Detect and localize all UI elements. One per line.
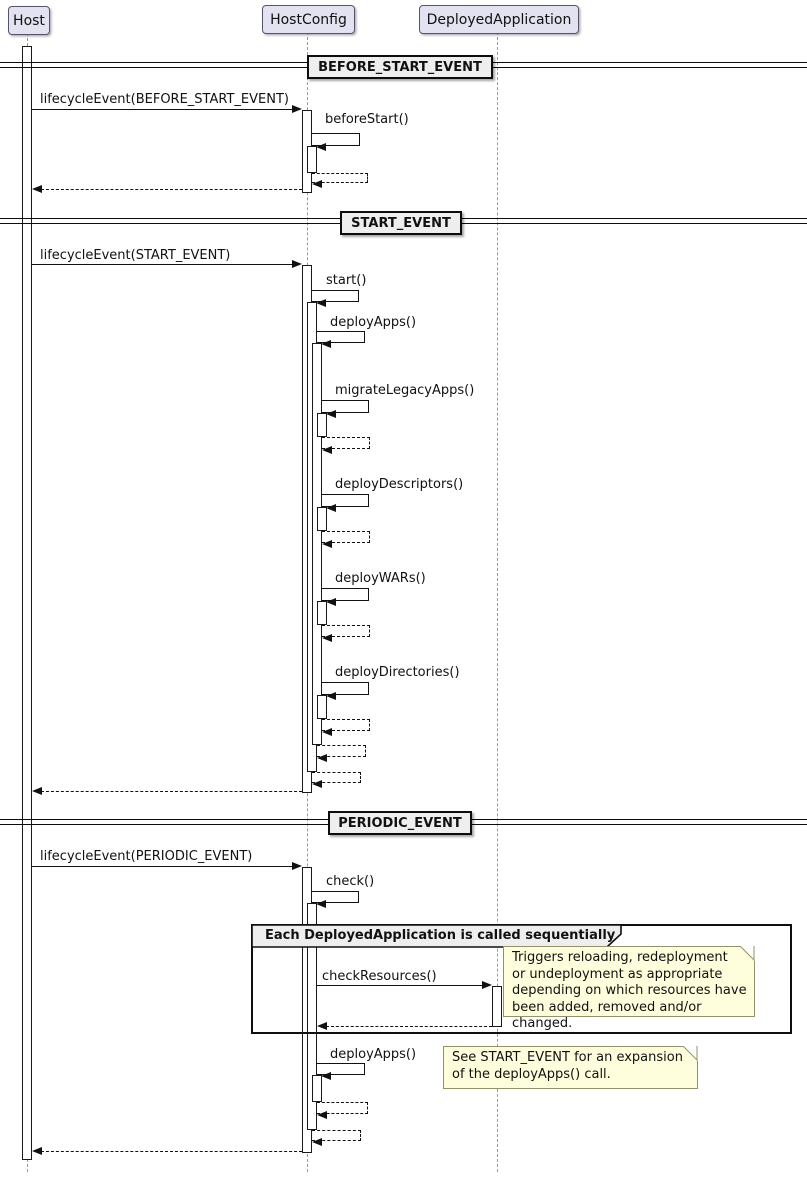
self-call-check [312,891,359,903]
activation-deploywars [317,601,327,625]
arrowhead-icon [317,1022,327,1030]
divider-start-event [340,211,462,235]
message-line [32,866,293,867]
activation-deploydescriptors [317,507,327,531]
self-call-beforestart [312,133,360,146]
participant-hostconfig-label: HostConfig [270,11,347,28]
participant-hostconfig [262,5,355,34]
arrowhead-icon [32,787,42,795]
self-return-start [312,772,361,783]
note-fold-icon [683,1046,698,1061]
message-label-deployapps: deployApps() [330,315,417,330]
self-return-deploywars [322,625,370,637]
note-line: See START_EVENT for an expansion [452,1050,683,1065]
arrowhead-icon [316,900,326,908]
note-line: been added, removed and/or changed. [512,999,702,1031]
arrowhead-icon [322,634,332,642]
arrowhead-icon [326,692,336,700]
self-return-deploydirectories [322,719,370,731]
message-line [32,109,293,110]
message-label-beforestart: beforeStart() [325,112,409,127]
arrowhead-icon [322,728,332,736]
divider-periodic-event [328,811,472,835]
message-label-lifecycle-periodic: lifecycleEvent(PERIODIC_EVENT) [40,849,253,864]
arrowhead-icon [317,754,327,762]
self-return-check [312,1130,361,1141]
arrowhead-icon [482,981,492,989]
arrowhead-icon [322,446,332,454]
message-label-deploydirectories: deployDirectories() [335,665,460,680]
arrowhead-icon [317,1111,327,1119]
note-checkresources [503,946,755,1031]
arrowhead-icon [312,780,322,788]
arrowhead-icon [321,1072,331,1080]
participant-host [8,6,50,35]
participant-host-label: Host [13,12,45,29]
arrowhead-icon [292,862,302,870]
message-label-deployapps-periodic: deployApps() [330,1047,417,1062]
arrowhead-icon [316,143,326,151]
self-call-start [312,290,359,302]
activation-migratelegacyapps [317,413,327,437]
self-return-deploydescriptors [322,531,370,543]
activation-deploydirectories [317,695,327,719]
divider-label: BEFORE_START_EVENT [318,59,482,75]
message-label-start: start() [326,273,367,288]
self-call-migratelegacyapps [322,400,369,413]
arrowhead-icon [32,185,42,193]
message-label-check: check() [326,874,375,889]
message-label-lifecycle-before: lifecycleEvent(BEFORE_START_EVENT) [40,92,289,107]
self-call-deploywars [322,588,369,601]
self-return-beforestart [312,173,368,183]
message-line [32,264,293,265]
arrowhead-icon [312,1138,322,1146]
arrowhead-icon [326,410,336,418]
self-call-deployapps-periodic [317,1063,365,1075]
participant-deployedapplication-label: DeployedApplication [426,11,572,28]
message-label-checkresources: checkResources() [322,969,437,984]
arrowhead-icon [326,504,336,512]
arrowhead-icon [312,180,322,188]
activation-host [22,46,32,1160]
self-return-migratelegacyapps [322,437,370,449]
arrowhead-icon [32,1147,42,1155]
message-label-lifecycle-start: lifecycleEvent(START_EVENT) [40,248,231,263]
group-label: Each DeployedApplication is called sequentially [265,928,616,943]
self-return-deployapps-periodic [317,1102,368,1114]
divider-before-start-event [307,55,493,79]
return-line [41,189,302,190]
note-line: Triggers reloading, redeployment [512,950,728,965]
arrowhead-icon [321,340,331,348]
activation-deployapps-periodic [312,1075,322,1102]
divider-label: START_EVENT [351,215,451,231]
note-line: or undeployment as appropriate [512,966,723,982]
note-line: of the deployApps() call. [452,1066,611,1082]
message-label-migratelegacyapps: migrateLegacyApps() [335,383,475,398]
return-line [41,1151,302,1152]
arrowhead-icon [292,105,302,113]
note-deployapps [443,1046,698,1089]
arrowhead-icon [316,299,326,307]
arrowhead-icon [322,540,332,548]
self-return-deployapps [317,745,366,757]
return-line [41,791,302,792]
activation-hostconfig-start-3 [312,343,322,745]
participant-deployedapplication [419,5,579,34]
arrowhead-icon [326,598,336,606]
note-line: depending on which resources have [512,983,747,998]
self-call-deployapps [317,331,365,343]
self-call-deploydescriptors [322,494,369,507]
arrowhead-icon [292,260,302,268]
divider-label: PERIODIC_EVENT [338,815,462,831]
message-label-deploywars: deployWARs() [335,571,426,586]
activation-hostconfig-before-2 [307,146,317,173]
message-label-deploydescriptors: deployDescriptors() [335,477,464,492]
self-call-deploydirectories [322,682,369,695]
note-fold-icon [740,946,755,961]
